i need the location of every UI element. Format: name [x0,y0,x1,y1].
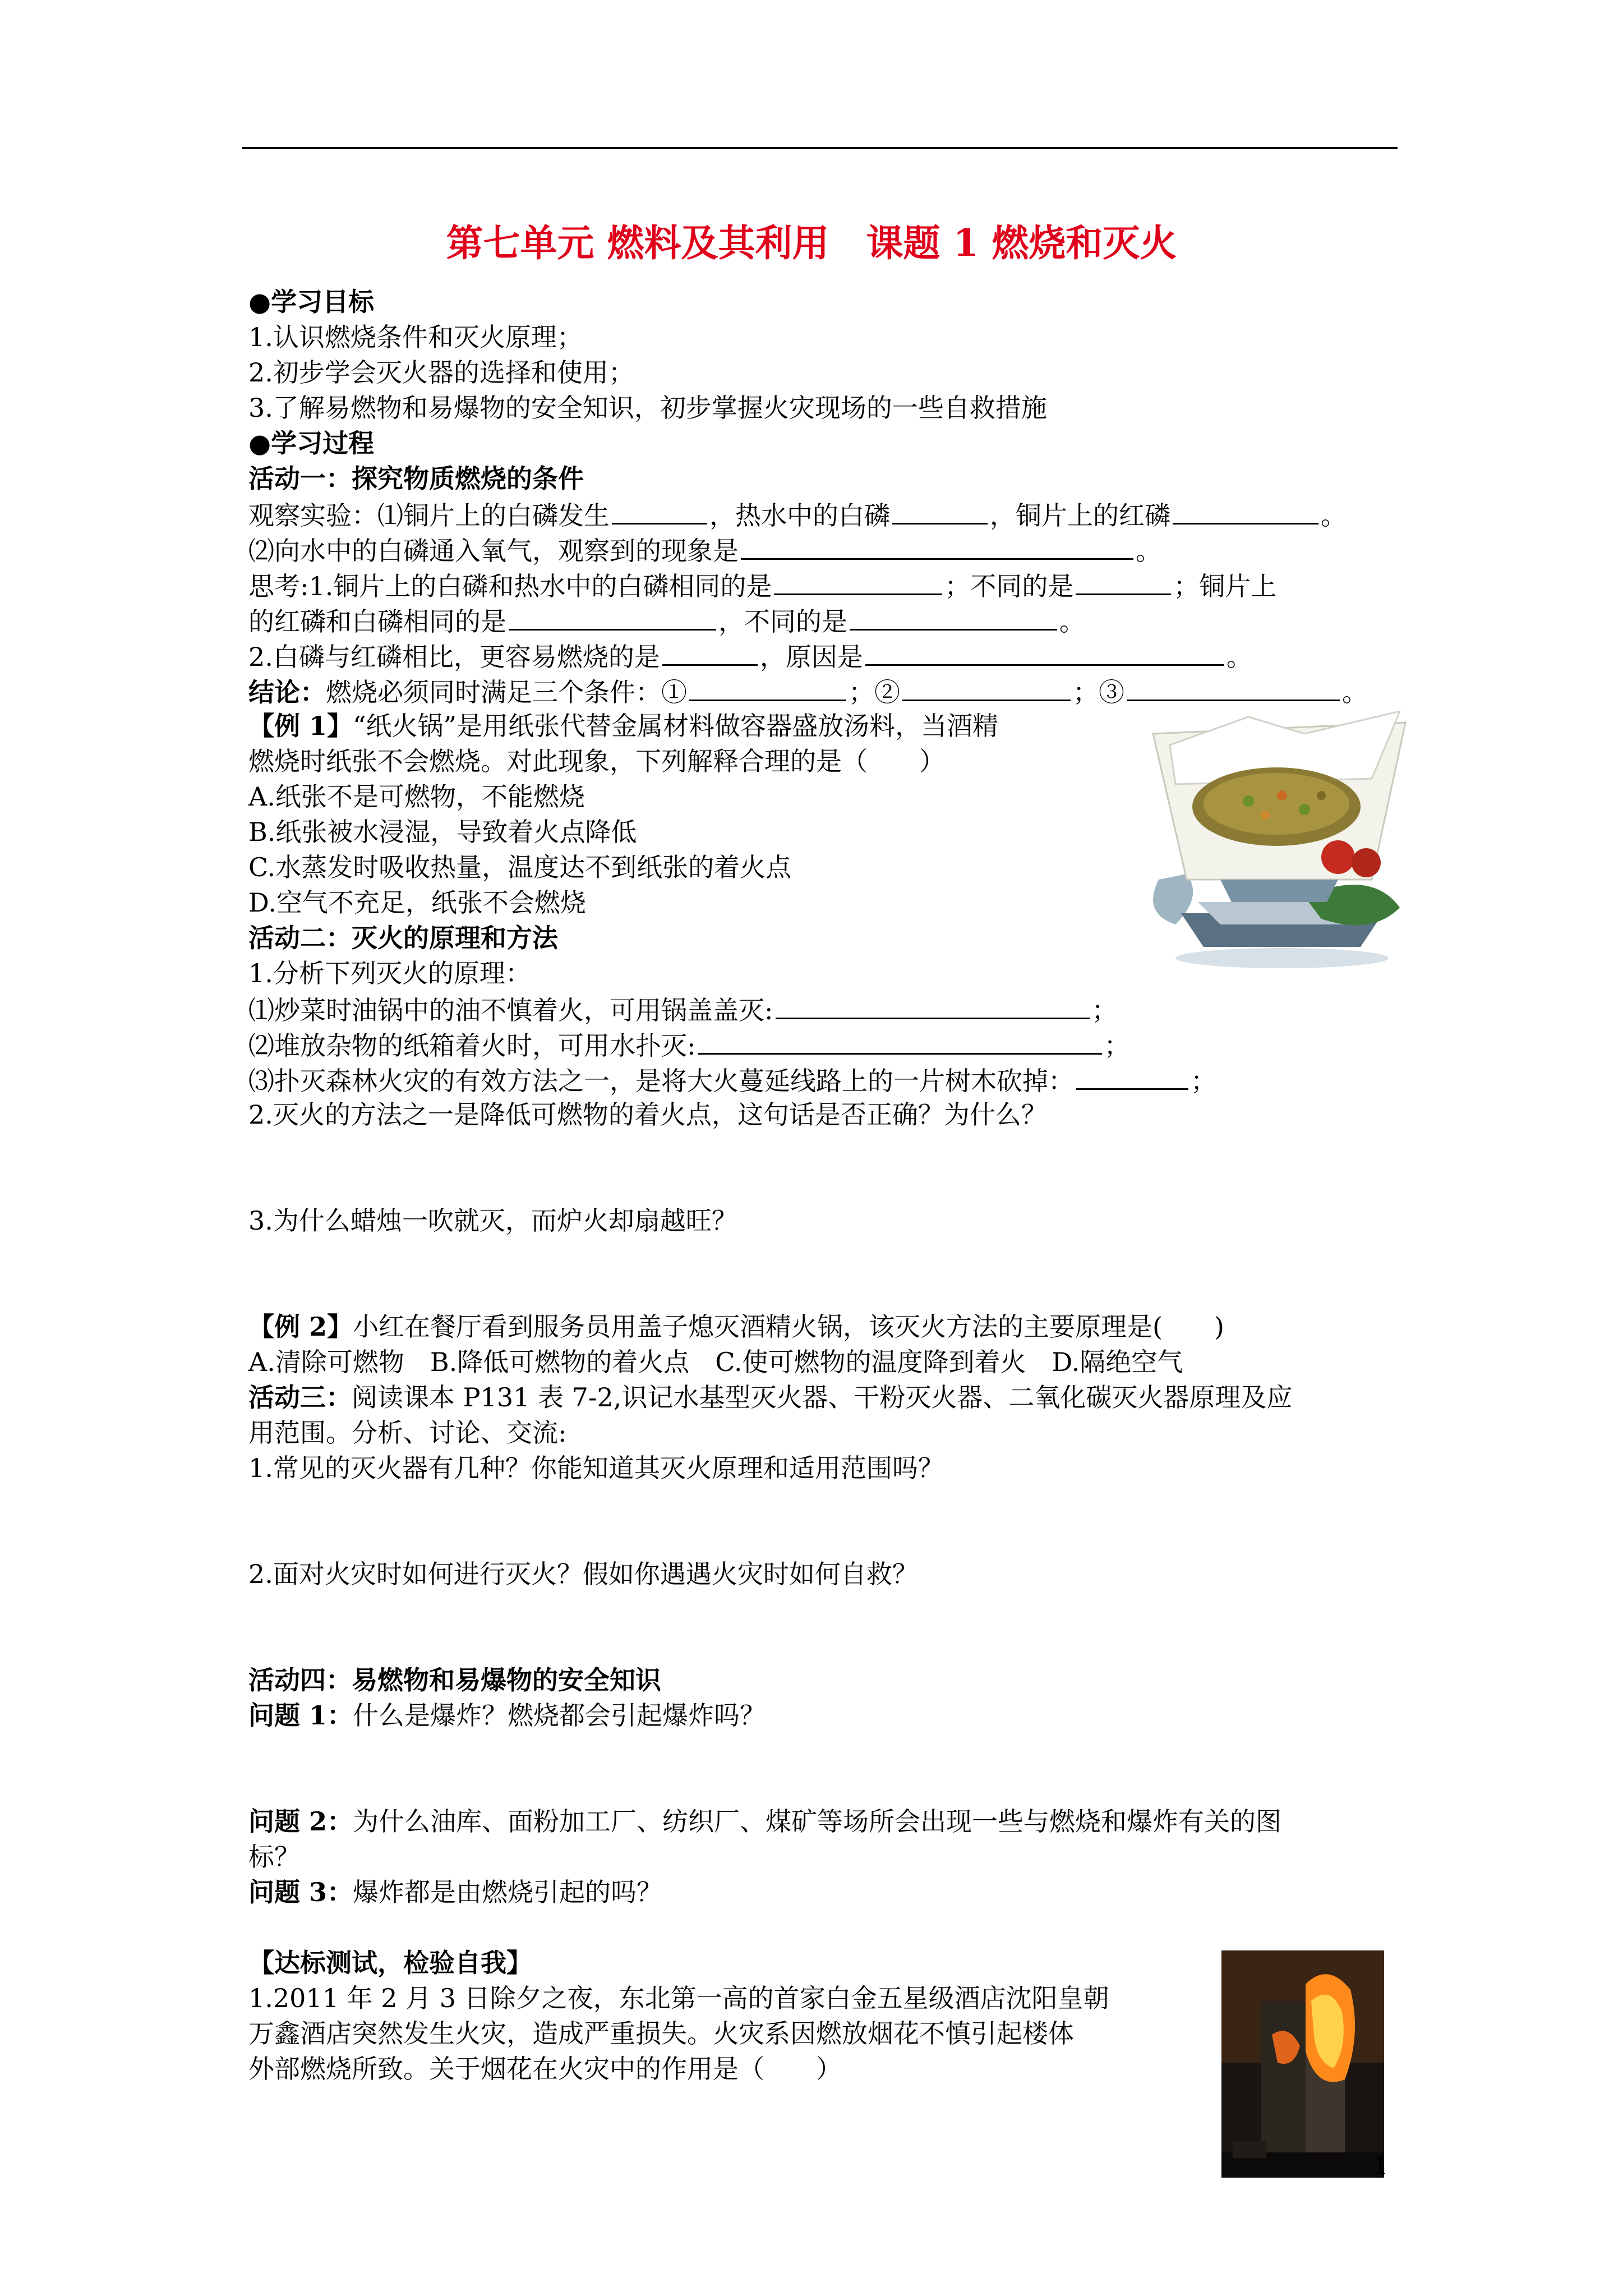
activity-2-item-3: ⑶扑灭森林火灾的有效方法之一，是将大火蔓延线路上的一片树木砍掉： ； [248,1062,1216,1098]
header-rule [242,147,1398,149]
blank[interactable] [774,568,942,595]
blank[interactable] [1076,568,1171,595]
blank[interactable] [850,603,1057,631]
process-heading: ●学习过程 [248,428,375,458]
goal-3: 3.了解易燃物和易爆物的安全知识，初步掌握火灾现场的一些自救措施 [248,393,1047,423]
example-1-option-d: D.空气不充足，纸张不会燃烧 [248,887,586,918]
conclusion-line: 结论：燃烧必须同时满足三个条件：① ；② ；③ 。 [248,674,1368,709]
activity-4-question-3: 问题 3：爆炸都是由燃烧引起的吗？ [248,1877,663,1907]
page-title: 第七单元 燃料及其利用 课题 1 燃烧和灭火 [446,221,1177,265]
goals-heading: ●学习目标 [248,287,375,317]
blank[interactable] [741,532,1133,560]
activity-4-question-2-cont: 标？ [248,1842,300,1872]
activity-3-question-2: 2.面对火灾时如何进行灭火？假如你遇遇火灾时如何自救？ [248,1559,918,1589]
observation-line-2: ⑵向水中的白磷通入氧气，观察到的现象是 。 [248,532,1161,568]
example-1-line-2: 燃烧时纸张不会燃烧。对此现象，下列解释合理的是（ ） [248,746,945,776]
example-2-line: 【例 2】小红在餐厅看到服务员用盖子熄灭酒精火锅，该灭火方法的主要原理是( ) [248,1312,1224,1342]
activity-4-heading: 活动四：易燃物和易爆物的安全知识 [248,1665,661,1695]
blank[interactable] [1076,1062,1188,1090]
example-1-option-b: B.纸张被水浸湿，导致着火点降低 [248,817,637,847]
blank[interactable] [776,992,1090,1019]
blank[interactable] [612,497,707,524]
example-1-option-a: A.纸张不是可燃物，不能燃烧 [248,781,585,812]
blank[interactable] [509,603,716,631]
activity-2-question-1: 1.分析下列灭火的原理： [248,958,531,988]
activity-4-question-2: 问题 2：为什么油库、面粉加工厂、纺织厂、煤矿等场所会出现一些与燃烧和爆炸有关的图 [248,1806,1282,1837]
blank[interactable] [902,674,1071,701]
think-line-2: 的红磷和白磷相同的是 ，不同的是 。 [248,603,1085,638]
test-line-1: 1.2011 年 2 月 3 日除夕之夜，东北第一高的首家白金五星级酒店沈阳皇朝 [248,1983,1109,2013]
paper-hotpot-image [1136,711,1417,975]
activity-2-item-1: ⑴炒菜时油锅中的油不慎着火，可用锅盖盖灭: ； [248,992,1118,1027]
hotel-fire-image [1221,1950,1384,2178]
activity-2-question-3: 3.为什么蜡烛一吹就灭，而炉火却扇越旺？ [248,1205,737,1236]
activity-2-item-2: ⑵堆放杂物的纸箱着火时，可用水扑灭: ； [248,1027,1130,1062]
test-line-2: 万鑫酒店突然发生火灾，造成严重损失。火灾系因燃放烟花不慎引起楼体 [248,2018,1074,2049]
blank[interactable] [689,674,846,701]
blank[interactable] [698,1027,1102,1055]
goal-1: 1.认识燃烧条件和灭火原理； [248,322,583,352]
example-2-options: A.清除可燃物 B.降低可燃物的着火点 C.使可燃物的温度降到着火 D.隔绝空气 [248,1347,1183,1377]
activity-1-heading: 活动一：探究物质燃烧的条件 [248,463,584,494]
goal-2: 2.初步学会灭火器的选择和使用； [248,357,634,388]
observation-line-1: 观察实验：⑴铜片上的白磷发生 ，热水中的白磷 ，铜片上的红磷 。 [248,497,1347,532]
activity-3-line-1: 活动三：阅读课本 P131 表 7-2,识记水基型灭火器、干粉灭火器、二氧化碳灭火器原理及应 [248,1382,1293,1412]
activity-3-question-1: 1.常见的灭火器有几种？你能知道其灭火原理和适用范围吗？ [248,1453,944,1483]
test-heading: 【达标测试，检验自我】 [248,1948,532,1978]
blank[interactable] [1127,674,1340,701]
activity-4-question-1: 问题 1：什么是爆炸？燃烧都会引起爆炸吗？ [248,1700,766,1731]
think-line-1: 思考:1.铜片上的白磷和热水中的白磷相同的是 ；不同的是 ；铜片上 [248,568,1276,603]
question-2-line: 2.白磷与红磷相比，更容易燃烧的是 ，原因是 。 [248,638,1252,674]
blank[interactable] [865,638,1224,666]
blank[interactable] [662,638,758,666]
activity-3-line-2: 用范围。分析、讨论、交流: [248,1418,567,1448]
test-line-3: 外部燃烧所致。关于烟花在火灾中的作用是（ ） [248,2054,842,2084]
activity-2-heading: 活动二：灭火的原理和方法 [248,923,558,953]
page-number: 1 [1373,2152,1389,2180]
activity-2-question-2: 2.灭火的方法之一是降低可燃物的着火点，这句话是否正确？为什么？ [248,1099,1047,1130]
blank[interactable] [1173,497,1318,524]
example-1-line-1: 【例 1】“纸火锅”是用纸张代替金属材料做容器盛放汤料，当酒精 [248,711,999,741]
blank[interactable] [892,497,988,524]
example-1-option-c: C.水蒸发时吸收热量，温度达不到纸张的着火点 [248,852,792,882]
